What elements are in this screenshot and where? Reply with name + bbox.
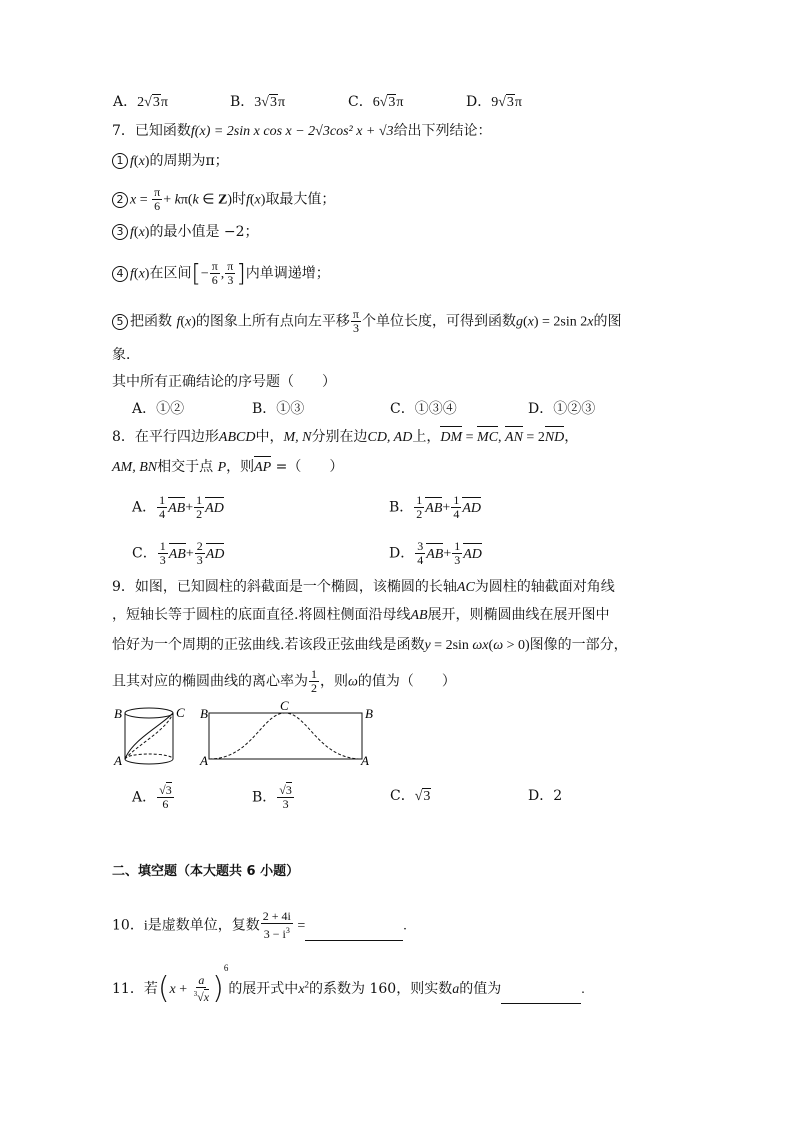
label-c2: C <box>280 700 289 713</box>
label-a3: A <box>361 753 369 768</box>
q7-statement-5-cont: 象． <box>112 347 140 363</box>
q8-option-c: C． $\frac{1}{3}$ AB+ $\frac{2}{3}$ AD <box>132 539 225 567</box>
label-b1: B <box>114 706 122 721</box>
q10-answer-blank[interactable] <box>305 924 403 941</box>
q6-option-c: C．6√3π <box>348 94 404 110</box>
q8-option-d: D． $\frac{3}{4}$ AB+ $\frac{1}{3}$ AD <box>389 539 482 567</box>
q11-answer-blank[interactable] <box>501 987 581 1004</box>
q10: 10．i是虚数单位，复数 $\frac{2 + 4i}{3 - i^3}$ = . <box>112 909 407 941</box>
q6-option-a: A．2√3π <box>113 94 168 110</box>
label-b3: B <box>365 706 373 721</box>
q11: 11．若(x + $\frac{a}{^3√x}$ )$^6$的展开式中$x^2$的系数为 160，则实数a的值为 . <box>112 963 585 1006</box>
label-b2: B <box>200 706 208 721</box>
q7-question: 其中所有正确结论的序号题（ ） <box>112 374 336 390</box>
q7-statement-5: 5 把函数 f(x)的图象上所有点向左平移 $\frac{\pi}{3}$ 个单位长度，可得到函数g(x) = 2sin 2x的图 <box>112 308 621 335</box>
q7-option-c: C．①③④ <box>390 401 457 417</box>
q9-option-b: B． $\frac{√3}{3}$ <box>252 783 292 811</box>
cylinder-figure <box>125 708 173 764</box>
q7-statement-1: 1 f(x)的周期为π； <box>112 151 229 172</box>
q9-option-a: A． $\frac{√3}{6}$ <box>132 783 172 811</box>
q7-statement-4: 4 f(x)在区间[− $\frac{\pi}{6}$ , $\frac{\pi}{3}$ ]内单调递增； <box>112 260 330 287</box>
q6-option-b: B．3√3π <box>230 94 286 110</box>
q7-stem: 7．已知函数f(x) = 2sin x cos x − 2√3cos² x + √3给出下列结论： <box>112 123 492 139</box>
label-a2: A <box>200 753 208 768</box>
unfolded-figure <box>209 713 362 759</box>
q6-option-d: D．9√3π <box>466 94 522 110</box>
q9-line-3: 恰好为一个周期的正弦曲线.若该段正弦曲线是函数y = 2sin ωx(ω > 0)图像的一部分， <box>112 637 628 653</box>
q9-line-4: 且其对应的椭圆曲线的离心率为 $\frac{1}{2}$ ，则ω的值为（ ） <box>112 667 456 695</box>
label-a1: A <box>114 753 122 768</box>
q9-figure <box>112 700 382 770</box>
q7-option-a: A．①② <box>132 401 185 417</box>
q8-stem: 8．在平行四边形ABCD中，M, N分别在边CD, AD上，DM = MC, AN = 2ND， <box>112 427 578 448</box>
q9-line-1: 9．如图，已知圆柱的斜截面是一个椭圆，该椭圆的长轴AC为圆柱的轴截面对角线 <box>112 579 615 595</box>
q9-option-d: D．2 <box>528 788 563 804</box>
q7-statement-2: 2 x = $\frac{\pi}{6}$ + kπ(k ∈ Z)时f(x)取最大值； <box>112 186 335 213</box>
section-2-title: 二、填空题（本大题共 6 小题） <box>112 864 300 879</box>
q8-option-a: A． $\frac{1}{4}$ AB+ $\frac{1}{2}$ AD <box>132 493 224 521</box>
q8-option-b: B． $\frac{1}{2}$ AB+ $\frac{1}{4}$ AD <box>389 493 481 521</box>
q9-option-c: C．√3 <box>390 788 431 804</box>
q7-option-b: B．①③ <box>252 401 305 417</box>
q7-statement-3: 3 f(x)的最小值是 −2； <box>112 222 259 243</box>
q7-option-d: D．①②③ <box>528 401 596 417</box>
q8-stem-line2: AM, BN相交于点 P，则AP =（ ） <box>112 457 343 478</box>
label-c1: C <box>176 705 185 720</box>
q9-line-2: ，短轴长等于圆柱的底面直径.将圆柱侧面沿母线AB展开，则椭圆曲线在展开图中 <box>112 607 610 623</box>
q7-formula: f(x) = 2sin x cos x − 2√3cos² x + √3 <box>190 124 394 139</box>
